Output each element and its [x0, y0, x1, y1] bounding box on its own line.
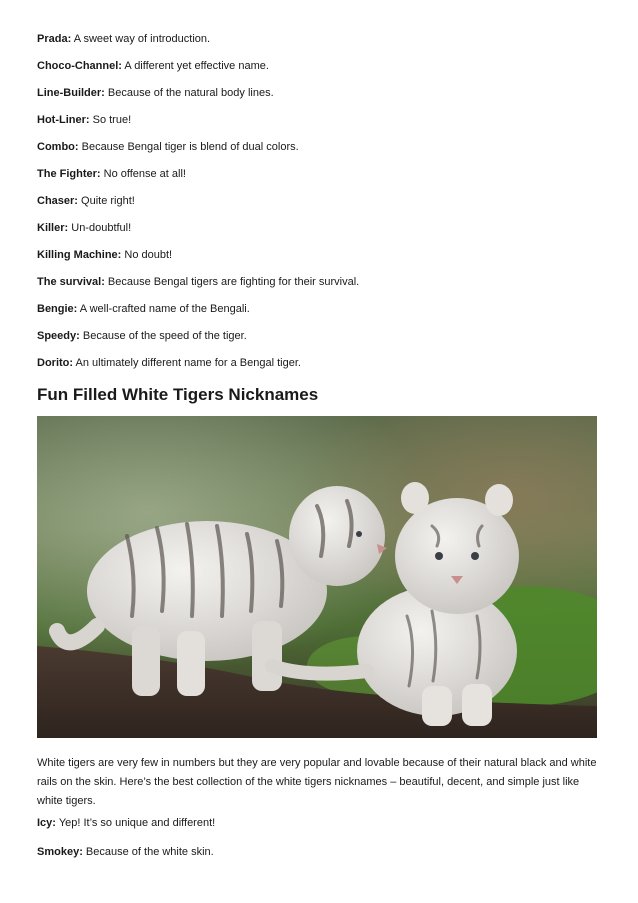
section-heading: Fun Filled White Tigers Nicknames: [37, 385, 319, 404]
nickname-term: Combo:: [37, 141, 79, 153]
nickname-entry: [37, 59, 269, 73]
nickname-entry: [37, 32, 210, 46]
nickname-term: Chaser:: [37, 195, 78, 207]
nickname-entry: [37, 845, 214, 859]
nickname-entry: [37, 167, 186, 181]
nickname-description: A well-crafted name of the Bengali.: [79, 303, 250, 315]
nickname-description: Un-doubtful!: [71, 222, 132, 234]
nickname-entry: [37, 816, 215, 830]
nickname-description: Because of the speed of the tiger.: [82, 330, 247, 342]
nickname-entry: [37, 275, 359, 289]
nickname-description: Because Bengal tigers are fighting for their survival.: [107, 276, 360, 288]
nickname-term: Speedy:: [37, 330, 80, 342]
nickname-description: A sweet way of introduction.: [73, 33, 211, 45]
nickname-description: Because of the white skin.: [85, 846, 214, 858]
nickname-description: Quite right!: [81, 195, 135, 207]
nickname-description: An ultimately different name for a Bengal tiger.: [75, 357, 301, 369]
nickname-term: Killing Machine:: [37, 249, 122, 261]
nickname-entry: [37, 356, 301, 370]
nickname-term: The survival:: [37, 276, 105, 288]
nickname-entry: [37, 194, 135, 208]
nickname-description: Because of the natural body lines.: [107, 87, 274, 99]
nickname-term: Prada:: [37, 33, 72, 45]
nickname-description: A different yet effective name.: [124, 60, 269, 72]
nickname-term: The Fighter:: [37, 168, 101, 180]
nickname-entry: [37, 221, 131, 235]
nickname-entry: [37, 86, 274, 100]
nickname-term: Bengie:: [37, 303, 78, 315]
nickname-term: Hot-Liner:: [37, 114, 90, 126]
nickname-term: Line-Builder:: [37, 87, 105, 99]
nickname-term: Icy:: [37, 817, 56, 829]
white-tiger-cubs-photo: [37, 416, 597, 738]
nickname-term: Smokey:: [37, 846, 83, 858]
nickname-term: Choco-Channel:: [37, 60, 122, 72]
nickname-entry: [37, 329, 247, 343]
nickname-description: No offense at all!: [103, 168, 186, 180]
nickname-description: Because Bengal tiger is blend of dual colors.: [81, 141, 299, 153]
nickname-entry: [37, 302, 250, 316]
nickname-description: Yep! It’s so unique and different!: [58, 817, 216, 829]
intro-paragraph: White tigers are very few in numbers but they are very popular and lovable because of their natural black and white rails on the skin. Here’s the best collection of the white tigers nicknames – beautiful, decent, and simple just like white tigers.: [37, 757, 597, 807]
nickname-description: No doubt!: [124, 249, 173, 261]
nickname-description: So true!: [92, 114, 132, 126]
nickname-entry: [37, 248, 172, 262]
nickname-term: Killer:: [37, 222, 69, 234]
nickname-entry: [37, 140, 299, 154]
nickname-term: Dorito:: [37, 357, 74, 369]
nickname-entry: [37, 113, 131, 127]
